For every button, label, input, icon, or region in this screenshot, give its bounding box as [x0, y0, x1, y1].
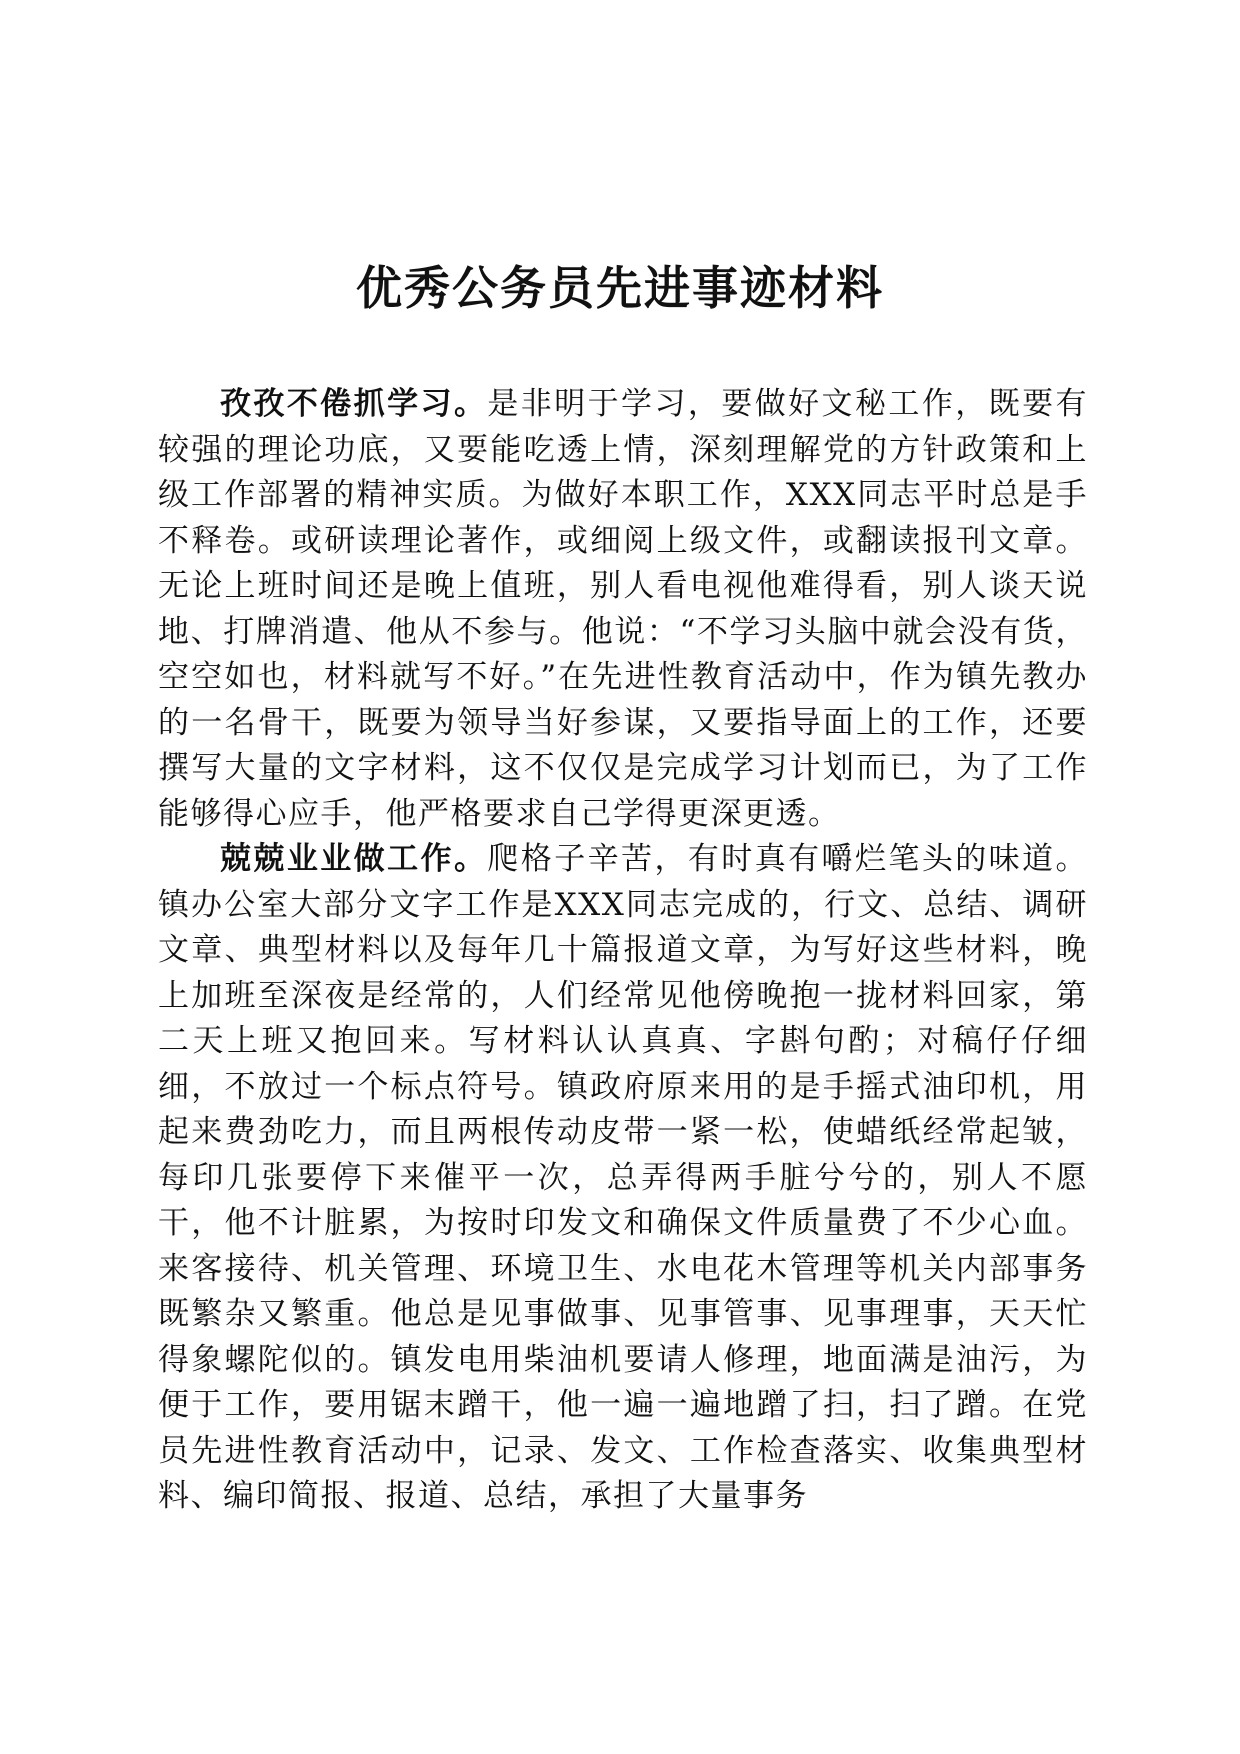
document-title: 优秀公务员先进事迹材料: [356, 261, 884, 315]
paragraph-text: 是非明于学习，要做好文秘工作，既要有较强的理论功底，又要能吃透上情，深刻理解党的方针政策和上级工作部署的精神实质。为做好本职工作，XXX同志平时总是手不释卷。或研读理论著作，或细阅上级文件，或翻读报刊文章。无论上班时间还是晚上值班，别人看电视他难得看，别人谈天说地、打牌消遣、他从不参与。他说：“不学习头脑中就会没有货，空空如也，材料就写不好。”在先进性教育活动中，作为镇先教办的一名骨干，既要为领导当好参谋，又要指导面上的工作，还要撰写大量的文字材料，这不仅仅是完成学习计划而已，为了工作能够得心应手，他严格要求自己学得更深更透。: [158, 386, 1088, 832]
paragraph-lead-heading: 兢兢业业做工作。: [220, 841, 488, 877]
paragraph-text: 爬格子辛苦，有时真有嚼烂笔头的味道。镇办公室大部分文字工作是XXX同志完成的，行文、总结、调研文章、典型材料以及每年几十篇报道文章，为写好这些材料，晚上加班至深夜是经常的，人们经常见他傍晚抱一拢材料回家，第二天上班又抱回来。写材料认认真真、字斟句酌；对稿仔仔细细，不放过一个标点符号。镇政府原来用的是手摇式油印机，用起来费劲吃力，而且两根传动皮带一紧一松，使蜡纸经常起皱，每印几张要停下来催平一次，总弄得两手脏兮兮的，别人不愿干，他不计脏累，为按时印发文和确保文件质量费了不少心血。来客接待、机关管理、环境卫生、水电花木管理等机关内部事务既繁杂又繁重。他总是见事做事、见事管事、见事理事，天天忙得象螺陀似的。镇发电用柴油机要请人修理，地面满是油污，为便于工作，要用锯末蹭干，他一遍一遍地蹭了扫，扫了蹭。在党员先进性教育活动中，记录、发文、工作检查落实、收集典型材料、编印简报、报道、总结，承担了大量事务: [158, 841, 1088, 1514]
paragraph-study: [158, 382, 1088, 837]
paragraph-work: [158, 837, 1088, 1520]
document-body: [158, 382, 1088, 1520]
paragraph-lead-heading: 孜孜不倦抓学习。: [220, 386, 488, 422]
